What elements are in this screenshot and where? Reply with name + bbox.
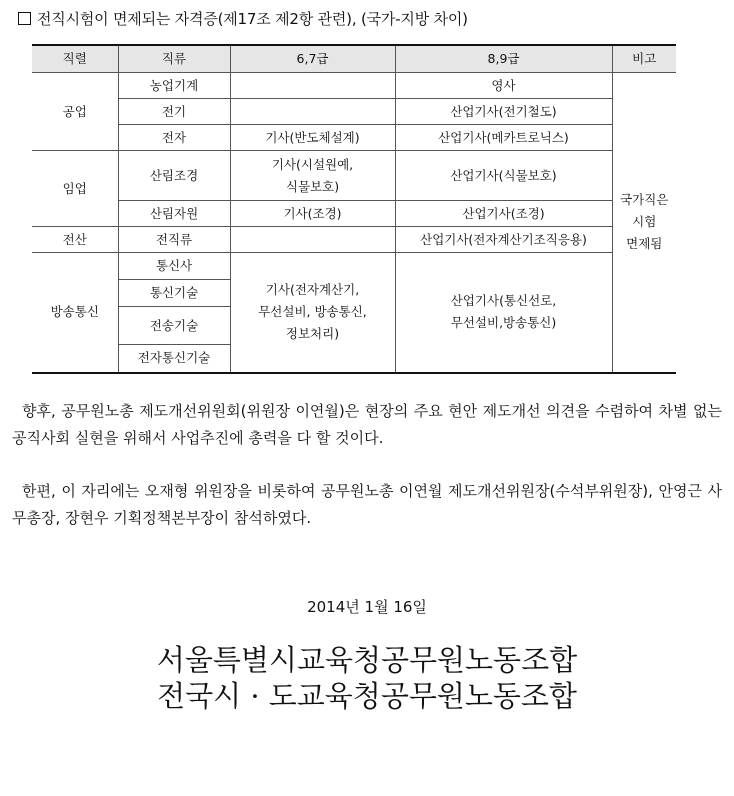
document-date: 2014년 1월 16일 bbox=[307, 598, 427, 616]
grade67-cell bbox=[230, 99, 395, 125]
kind-cell: 전자통신기술 bbox=[118, 345, 230, 373]
header-note: 비고 bbox=[612, 45, 676, 73]
exemption-table bbox=[32, 44, 676, 374]
series-cell: 방송통신 bbox=[32, 253, 118, 373]
grade89-cell bbox=[395, 253, 612, 373]
header-grade-89: 8,9급 bbox=[395, 45, 612, 73]
kind-cell: 전자 bbox=[118, 125, 230, 151]
header-series: 직렬 bbox=[32, 45, 118, 73]
grade89-cell: 산업기사(전자계산기조직응용) bbox=[395, 227, 612, 253]
kind-cell: 산림자원 bbox=[118, 201, 230, 227]
grade89-cell: 산업기사(메카트로닉스) bbox=[395, 125, 612, 151]
grade67-cell bbox=[230, 253, 395, 373]
grade89-cell: 산업기사(식물보호) bbox=[395, 151, 612, 201]
grade67-cell bbox=[230, 73, 395, 99]
grade89-cell: 영사 bbox=[395, 73, 612, 99]
table-row bbox=[32, 125, 676, 151]
series-cell: 전산 bbox=[32, 227, 118, 253]
kind-cell: 통신사 bbox=[118, 253, 230, 280]
organization-name: 전국시 · 도교육청공무원노동조합 bbox=[157, 679, 577, 713]
section-heading bbox=[18, 8, 468, 29]
grade67-line: 기사(전자계산기, bbox=[265, 282, 360, 298]
grade67-cell bbox=[230, 227, 395, 253]
organization-name: 서울특별시교육청공무원노동조합 bbox=[156, 643, 578, 677]
kind-cell: 통신기술 bbox=[118, 280, 230, 307]
kind-cell: 산림조경 bbox=[118, 151, 230, 201]
heading-text: 전직시험이 면제되는 자격증(제17조 제2항 관련), (국가-지방 차이) bbox=[37, 10, 468, 28]
grade67-line: 정보처리) bbox=[285, 326, 340, 342]
note-line: 시험 bbox=[632, 214, 657, 230]
note-cell bbox=[612, 73, 676, 373]
table-row bbox=[32, 201, 676, 227]
series-cell: 임업 bbox=[32, 151, 118, 227]
kind-cell: 전기 bbox=[118, 99, 230, 125]
kind-cell: 농업기계 bbox=[118, 73, 230, 99]
header-grade-67: 6,7급 bbox=[230, 45, 395, 73]
grade67-cell: 기사(조경) bbox=[230, 201, 395, 227]
table-row bbox=[32, 151, 676, 201]
table-row bbox=[32, 73, 676, 99]
note-line: 국가직은 bbox=[620, 192, 669, 208]
grade89-line: 무선설비,방송통신) bbox=[450, 315, 557, 331]
series-cell: 공업 bbox=[32, 73, 118, 151]
header-kind: 직류 bbox=[118, 45, 230, 73]
paragraph-outlook: 향후, 공무원노총 제도개선위원회(위원장 이연월)은 현장의 주요 현안 제도개선 의견을 수렴하여 차별 없는 공직사회 실현을 위해서 사업추진에 총력을 다 할 것이다. bbox=[12, 402, 722, 447]
table-row bbox=[32, 227, 676, 253]
grade67-line: 무선설비, 방송통신, bbox=[258, 304, 367, 320]
table-row bbox=[32, 253, 676, 280]
checkbox-square-icon bbox=[18, 12, 31, 25]
note-line: 면제됨 bbox=[626, 236, 663, 252]
paragraph-attendees: 한편, 이 자리에는 오재형 위원장을 비롯하여 공무원노총 이연월 제도개선위원장(수석부위원장), 안영근 사무총장, 장현우 기획정책본부장이 참석하였다. bbox=[12, 482, 722, 527]
kind-cell: 전직류 bbox=[118, 227, 230, 253]
table-header-row bbox=[32, 45, 676, 73]
grade89-cell: 산업기사(전기철도) bbox=[395, 99, 612, 125]
grade67-line: 식물보호) bbox=[285, 178, 340, 194]
table-row bbox=[32, 99, 676, 125]
kind-cell: 전송기술 bbox=[118, 307, 230, 345]
grade67-line: 기사(시설원예, bbox=[271, 156, 354, 172]
grade89-line: 산업기사(통신선로, bbox=[450, 293, 557, 309]
grade67-cell bbox=[230, 151, 395, 201]
grade67-cell: 기사(반도체설계) bbox=[230, 125, 395, 151]
grade89-cell: 산업기사(조경) bbox=[395, 201, 612, 227]
